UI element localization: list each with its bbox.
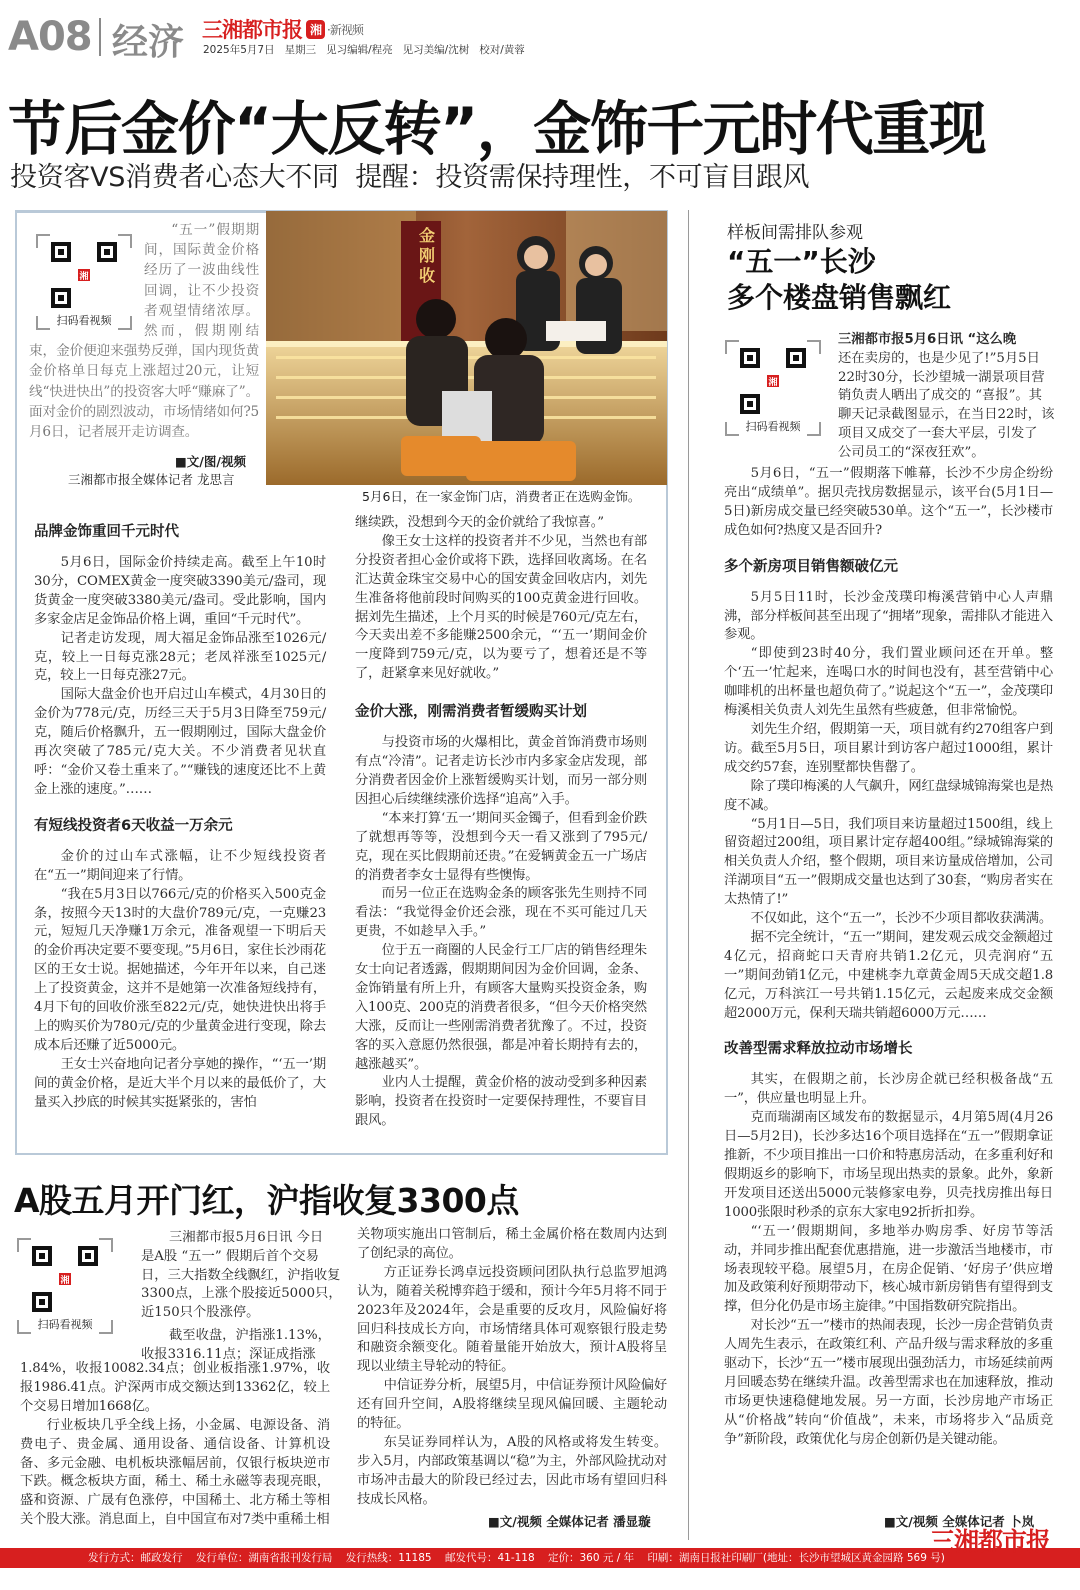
stock-col2-p1: 关物项实施出口管制后，稀土金属价格在数周内达到了创纪录的高位。 [357, 1227, 667, 1261]
qr-code-stock[interactable]: 湘 扫码看视频 [17, 1238, 113, 1334]
house-sec2-p4: 对长沙“五一”楼市的热闹表现，长沙一房企营销负责人周先生表示，在政策红利、产品升级与需求释放的多重驱动下，长沙“五一”楼市展现出强劲活力，市场延续前两月回暖态势在继续升温。改善型需求也在加速释放，推动市场更快速稳健地发展。另一方面，长沙房地产市场正从“价格战”转向“价值战”，未来，市场将步入“品质竞争”新阶段，政策优化与房企创新仍是关键动能。 [724, 1318, 1053, 1447]
house-lead [838, 331, 1058, 463]
stock-col-1 [20, 1360, 330, 1530]
stock-col2-p4: 东吴证券同样认为，A股的风格或将发生转变。步入5月，内部政策基调以“稳”为主，外部风险扰动对市场冲击最大的阶段已经过去，因此市场有望回归科技成长风格。 [357, 1434, 667, 1507]
stock-col-2 [357, 1226, 667, 1510]
footer-logo: 三湘都市报 [930, 1527, 1051, 1556]
house-lead-line: 聊天记录截图显示，在当日22时，该 [838, 407, 1055, 423]
main-headline: 节后金价“大反转”，金饰千元时代重现 [8, 95, 986, 163]
house-sec1-p3: 刘先生介绍，假期第一天，项目就有约270组客户到访。截至5月5日，项目累计到访客户超过1000组，累计成交约57套，连别墅都快售罄了。 [724, 721, 1053, 775]
house-kicker: 样板间需排队参观 [727, 223, 863, 243]
gold-sec2-p2: “我在5月3日以766元/克的价格买入500克金条，按照今天13时的大盘价789元/克，一克赚23元，短短几天净赚1万余元，准备观望一下明后天的金价再决定要不要变现。”5月6日，家住长沙雨花区的王女士说。据她描述，今年开年以来，自己迷上了投资黄金，这并不是她第一次准备短线持有，4月下旬的回收价涨至822元/克，她快进快出将手上的购买价为780元/克的少量黄金进行变现，除去成本后还赚了近5000元。 [34, 886, 326, 1053]
shop-sign: 金刚收 [418, 226, 435, 285]
house-sec1-p2: “即使到23时40分，我们置业顾问还在开单。整个‘五一’忙起来，连喝口水的时间也没有，甚至营销中心咖啡机的出杯量也超负荷了。”说起这个“五一”，金茂璞印梅溪相关负责人刘先生虽然有些疲惫，但非常愉悦。 [724, 646, 1053, 719]
gold-sec2-p1: 金价的过山车式涨幅，让不少短线投资者在“五一”期间迎来了行情。 [34, 848, 326, 883]
brand-name: 三湘都市报 [202, 18, 302, 42]
gold-sec1-p1: 5月6日，国际金价持续走高。截至上午10时30分，COMEX黄金一度突破3390美元/盎司，现货黄金一度突破3380美元/盎司。受此影响，国内多家金店足金饰品价格上调，重回“千元时代”。 [34, 555, 326, 627]
qr-label: 扫码看视频 [56, 314, 112, 327]
stock-lead-line: 收报3316.11点；深证成指涨 [141, 1346, 316, 1362]
house-sec2-title: 改善型需求释放拉动市场增长 [724, 1041, 913, 1058]
stock-byline: ■文/视频 全媒体记者 潘显璇 [488, 1514, 651, 1529]
section-name: 经济 [112, 22, 185, 63]
house-intro-p: 5月6日，“五一”假期落下帷幕，长沙不少房企纷纷亮出“成绩单”。据贝壳找房数据显示，该平台(5月1日—5日)新房成交量已经突破530单。这个“五一”，长沙楼市成色如何?热度又是否回升? [724, 466, 1053, 538]
house-sec1-p6: 不仅如此，这个“五一”，长沙不少项目都收获满满。 [750, 911, 1052, 927]
house-lead-line: 项目又成交了一套大平层，引发了 [838, 425, 1038, 441]
house-sec2-p3: “‘五一’假期期间，多地举办购房季、好房节等活动，并同步推出配套优惠措施，进一步激活当地楼市，市场表现较平稳。展望5月，在房企促销、‘好房子’供应增加及政策利好预期带动下，核心城市新房销售有望得到支撑，但分化仍是市场主旋律。”中国指数研究院指出。 [724, 1223, 1053, 1315]
gold-sec1-title: 品牌金饰重回千元时代 [34, 524, 179, 540]
house-sec2-p2: 克而瑞湖南区域发布的数据显示，4月第5周(4月26日—5月2日)，长沙多达16个项目选择在“五一”假期拿证推新，不少项目推出一口价和特惠房活动，在多重利好和假期返乡的影响下，市场呈现出热卖的景象。此外，象新开发项目还送出5000元装修家电券，贝壳找房推出每日1000张限时秒杀的京东大家电92折折扣券。 [724, 1110, 1053, 1220]
gold-sec3-p1: 与投资市场的火爆相比，黄金首饰消费市场则有点“冷清”。记者走访长沙市内多家金店发现，部分消费者因金价上涨暂缓购买计划，而另一部分则因担心后续继续涨价选择“追高”入手。 [355, 735, 647, 807]
gold-sec1-p3: 国际大盘金价也开启过山车模式，4月30日的金价为778元/克，历经三天于5月3日降至759元/克，随后价格飘升，五一假期刚过，国际大盘金价再次突破了785元/克大关。不少消费者见状直呼：“金价又卷土重来了。”“赚钱的速度还比不上黄金上涨的速度。”…… [34, 687, 326, 797]
house-byline: ■文/视频 全媒体记者 卜岚 [884, 1514, 1035, 1529]
gold-sec3-p3: 而另一位正在选购金条的顾客张先生则持不同看法：“我觉得金价还会涨，现在不买可能过几天更贵，不如趁早入手。” [355, 886, 647, 940]
gold-sec3-p2: “本来打算‘五一’期间买金镯子，但看到金价跌了就想再等等，没想到今天一看又涨到了795元/克，现在买比假期前还贵。”在爱辆黄金五一广场店的消费者李女士显得有些懊悔。 [355, 810, 647, 883]
header-divider [99, 18, 101, 56]
photo-caption: 5月6日，在一家金饰门店，消费者正在选购金饰。 [362, 489, 641, 504]
house-lead-line: 三湘都市报5月6日讯 “这么晚 [838, 332, 1017, 347]
house-sec1-p4: 除了璞印梅溪的人气飙升，网红盘绿城锦海棠也是热度不减。 [724, 778, 1053, 813]
house-body [724, 465, 1053, 1450]
gold-sec2-title: 有短线投资者6天收益一万余元 [34, 817, 233, 834]
brand-sub: ·新视频 [327, 22, 363, 37]
stock-lead-line: 3300点，上涨个股接近5000只， [141, 1286, 342, 1302]
sub-headline: 投资客VS消费者心态大不同 提醒：投资需保持理性，不可盲目跟风 [10, 162, 810, 193]
stock-lead-line: 是A股 “五一” 假期后首个交易 [141, 1248, 319, 1264]
house-title-1: “五一”长沙 [727, 245, 876, 278]
gold-byline-1: ■文/图/视频 [175, 454, 246, 469]
gold-sec3-p4: 位于五一商圈的人民金行工厂店的销售经理朱女士向记者透露，假期期间因为金价回调，金条、金饰销量有所上升，有顾客大量购买投资金条，购入100克、200克的消费者很多，“但今天价格突然大涨，反而让一些刚需消费者犹豫了。不过，投资客的买入意愿仍然很强，都是冲着长期持有去的，越涨越买”。 [355, 943, 647, 1072]
brand-badge: 湘 [306, 20, 325, 39]
house-lead-line: 还在卖房的，也是少见了!”5月5日 [838, 350, 1040, 366]
gold-sec3-p5: 业内人士提醒，黄金价格的波动受到多种因素影响，投资者在投资时一定要保持理性，不要盲目跟风。 [355, 1075, 647, 1129]
gold-lead-text: “五一”假期期间，国际黄金价格经历了一波曲线性回调，让不少投资者观望情绪浓厚。然而，假期刚结束，金价便迎来强势反弹，国内现货黄金价格单日每克上涨超过20元，让短线“快进快出”的投资客大呼“赚麻了”。面对金价的剧烈波动，市场情绪如何?5月6日，记者展开走访调查。 [29, 222, 259, 441]
qr-code-house[interactable]: 湘 扫码看视频 [725, 340, 821, 436]
house-sec1-p7: 据不完全统计，“五一”期间，建发观云成交金额超过4亿元，招商蛇口天青府共销1.2亿元，贝壳润府“五一”期间劲销1亿元，中建桃李九章黄金周5天成交超1.8亿元，万科滨江一号共销1.15亿元，云起废来成交金额超2000万元，保利天瑞共销超6000万元…… [724, 929, 1053, 1021]
house-sec1-p1: 5月5日11时，长沙金茂璞印梅溪营销中心人声鼎沸，部分样板间甚至出现了“拥堵”现象，需排队才能进入参观。 [724, 589, 1053, 643]
house-sec1-p5: “5月1日—5日，我们项目来访量超过1500组，线上留资超过200组，项目累计定存超400组。”绿城锦海棠的相关负责人介绍，整个假期，项目来访量成倍增加，公司洋湖项目“五一”假期成交量也达到了30套，“购房者实在太热情了!” [724, 816, 1053, 908]
date-line: 2025年5月7日 星期三 见习编辑/程亮 见习美编/沈树 校对/黄蓉 [203, 44, 525, 56]
gold-col-1 [34, 506, 326, 1112]
stock-lead [141, 1229, 341, 1365]
stock-lead-line: 三湘都市报5月6日讯 今日 [169, 1230, 324, 1245]
gold-sec2-p3: 王女士兴奋地向记者分享她的操作，“‘五一’期间的黄金价格，是近大半个月以来的最低价了，大量买入抄底的时候其实挺紧张的，害怕 [34, 1056, 326, 1110]
stock-col2-p3: 中信证券分析，展望5月，中信证券预计风险偏好还有回升空间，A股将继续呈现风偏回暖、主题轮动的特征。 [357, 1378, 667, 1432]
page-number: A08 [8, 14, 92, 60]
footer-text: 发行方式：邮政发行 发行单位：湖南省报刊发行局 发行热线：11185 邮发代号：41-118 定价：360 元 / 年 印刷：湖南日报社印刷厂(地址：长沙市望城区黄金园路 569 号) [88, 1552, 945, 1564]
qr-label: 扫码看视频 [745, 420, 801, 433]
house-lead-line: 22时30分，长沙望城一湖景项目营 [838, 369, 1045, 385]
stock-p2: 行业板块几乎全线上扬，小金属、电源设备、消费电子、贵金属、通用设备、通信设备、计算机设备、多元金融、电机板块涨幅居前，仅银行板块逆市下跌。概念板块方面，稀土、稀土永磁等表现亮眼，盛和资源、广晟有色涨停，中国稀土、北方稀土等相关个股大涨。消息面上，自中国宣布对7类中重稀土相 [20, 1417, 330, 1528]
stock-lead-line: 近150只个股涨停。 [141, 1305, 260, 1321]
qr-code-gold[interactable]: 湘 扫码看视频 [36, 234, 132, 330]
gold-sec3-title: 金价大涨，刚需消费者暂缓购买计划 [355, 704, 587, 721]
gold-sec1-p2: 记者走访发现，周大福足金饰品涨至1026元/克，较上一日每克涨28元；老凤祥涨至1025元/克，较上一日每克涨27元。 [34, 630, 326, 684]
brand-logo [202, 14, 363, 44]
house-sec1-title: 多个新房项目销售额破亿元 [724, 558, 898, 575]
qr-label: 扫码看视频 [37, 1318, 93, 1331]
stock-lead-line: 日，三大指数全线飘红，沪指收复 [141, 1267, 341, 1283]
stock-headline: A股五月开门红，沪指收复3300点 [14, 1181, 519, 1220]
gold-col2-p1: 继续跌，没想到今天的金价就给了我惊喜。” [355, 515, 604, 530]
house-lead-line: 公司员工的“深夜狂欢”。 [838, 444, 985, 460]
stock-lead-line: 截至收盘，沪指涨1.13%， [169, 1327, 331, 1343]
gold-lead [29, 220, 259, 472]
column-divider [688, 210, 689, 1540]
stock-p1: 1.84%，收报10082.34点；创业板指涨1.97%，收报1986.41点。沪深两市成交额达到13362亿，较上个交易日增加1668亿。 [20, 1361, 330, 1414]
stock-col2-p2: 方正证券长鸿卓远投资顾问团队执行总监罗旭鸿认为，随着关税博弈趋于缓和，预计今年5月将不同于2023年及2024年，会是重要的反攻月，风险偏好将回归科技成长方向，市场情绪具体可观察银行股走势和融资余额变化。随着量能开始放大，预计A股将呈现以业绩主导轮动的特征。 [357, 1264, 667, 1375]
gold-col-2 [355, 514, 647, 1131]
house-lead-line: 销负责人晒出了成交的 “喜报”。其 [838, 388, 1042, 404]
gold-byline-2: 三湘都市报全媒体记者 龙思言 [68, 472, 235, 487]
house-sec2-p1: 其实，在假期之前，长沙房企就已经积极备战“五一”，供应量也明显上升。 [724, 1072, 1053, 1107]
gold-shop-photo [266, 211, 667, 485]
gold-col2-p2: 像王女士这样的投资者并不少见，当然也有部分投资者担心金价或将下跌，选择回收离场。在名汇达黄金珠宝交易中心的国安黄金回收店内，刘先生准备将他前段时间购买的100克黄金进行回收。据刘先生描述，上个月买的时候是760元/克左右，今天卖出差不多能赚2500余元，“‘五一’期间金价一度降到759元/克，以为要亏了，想着还是不等了，赶紧拿来见好就收。” [355, 533, 647, 682]
house-title-2: 多个楼盘销售飘红 [727, 281, 952, 314]
